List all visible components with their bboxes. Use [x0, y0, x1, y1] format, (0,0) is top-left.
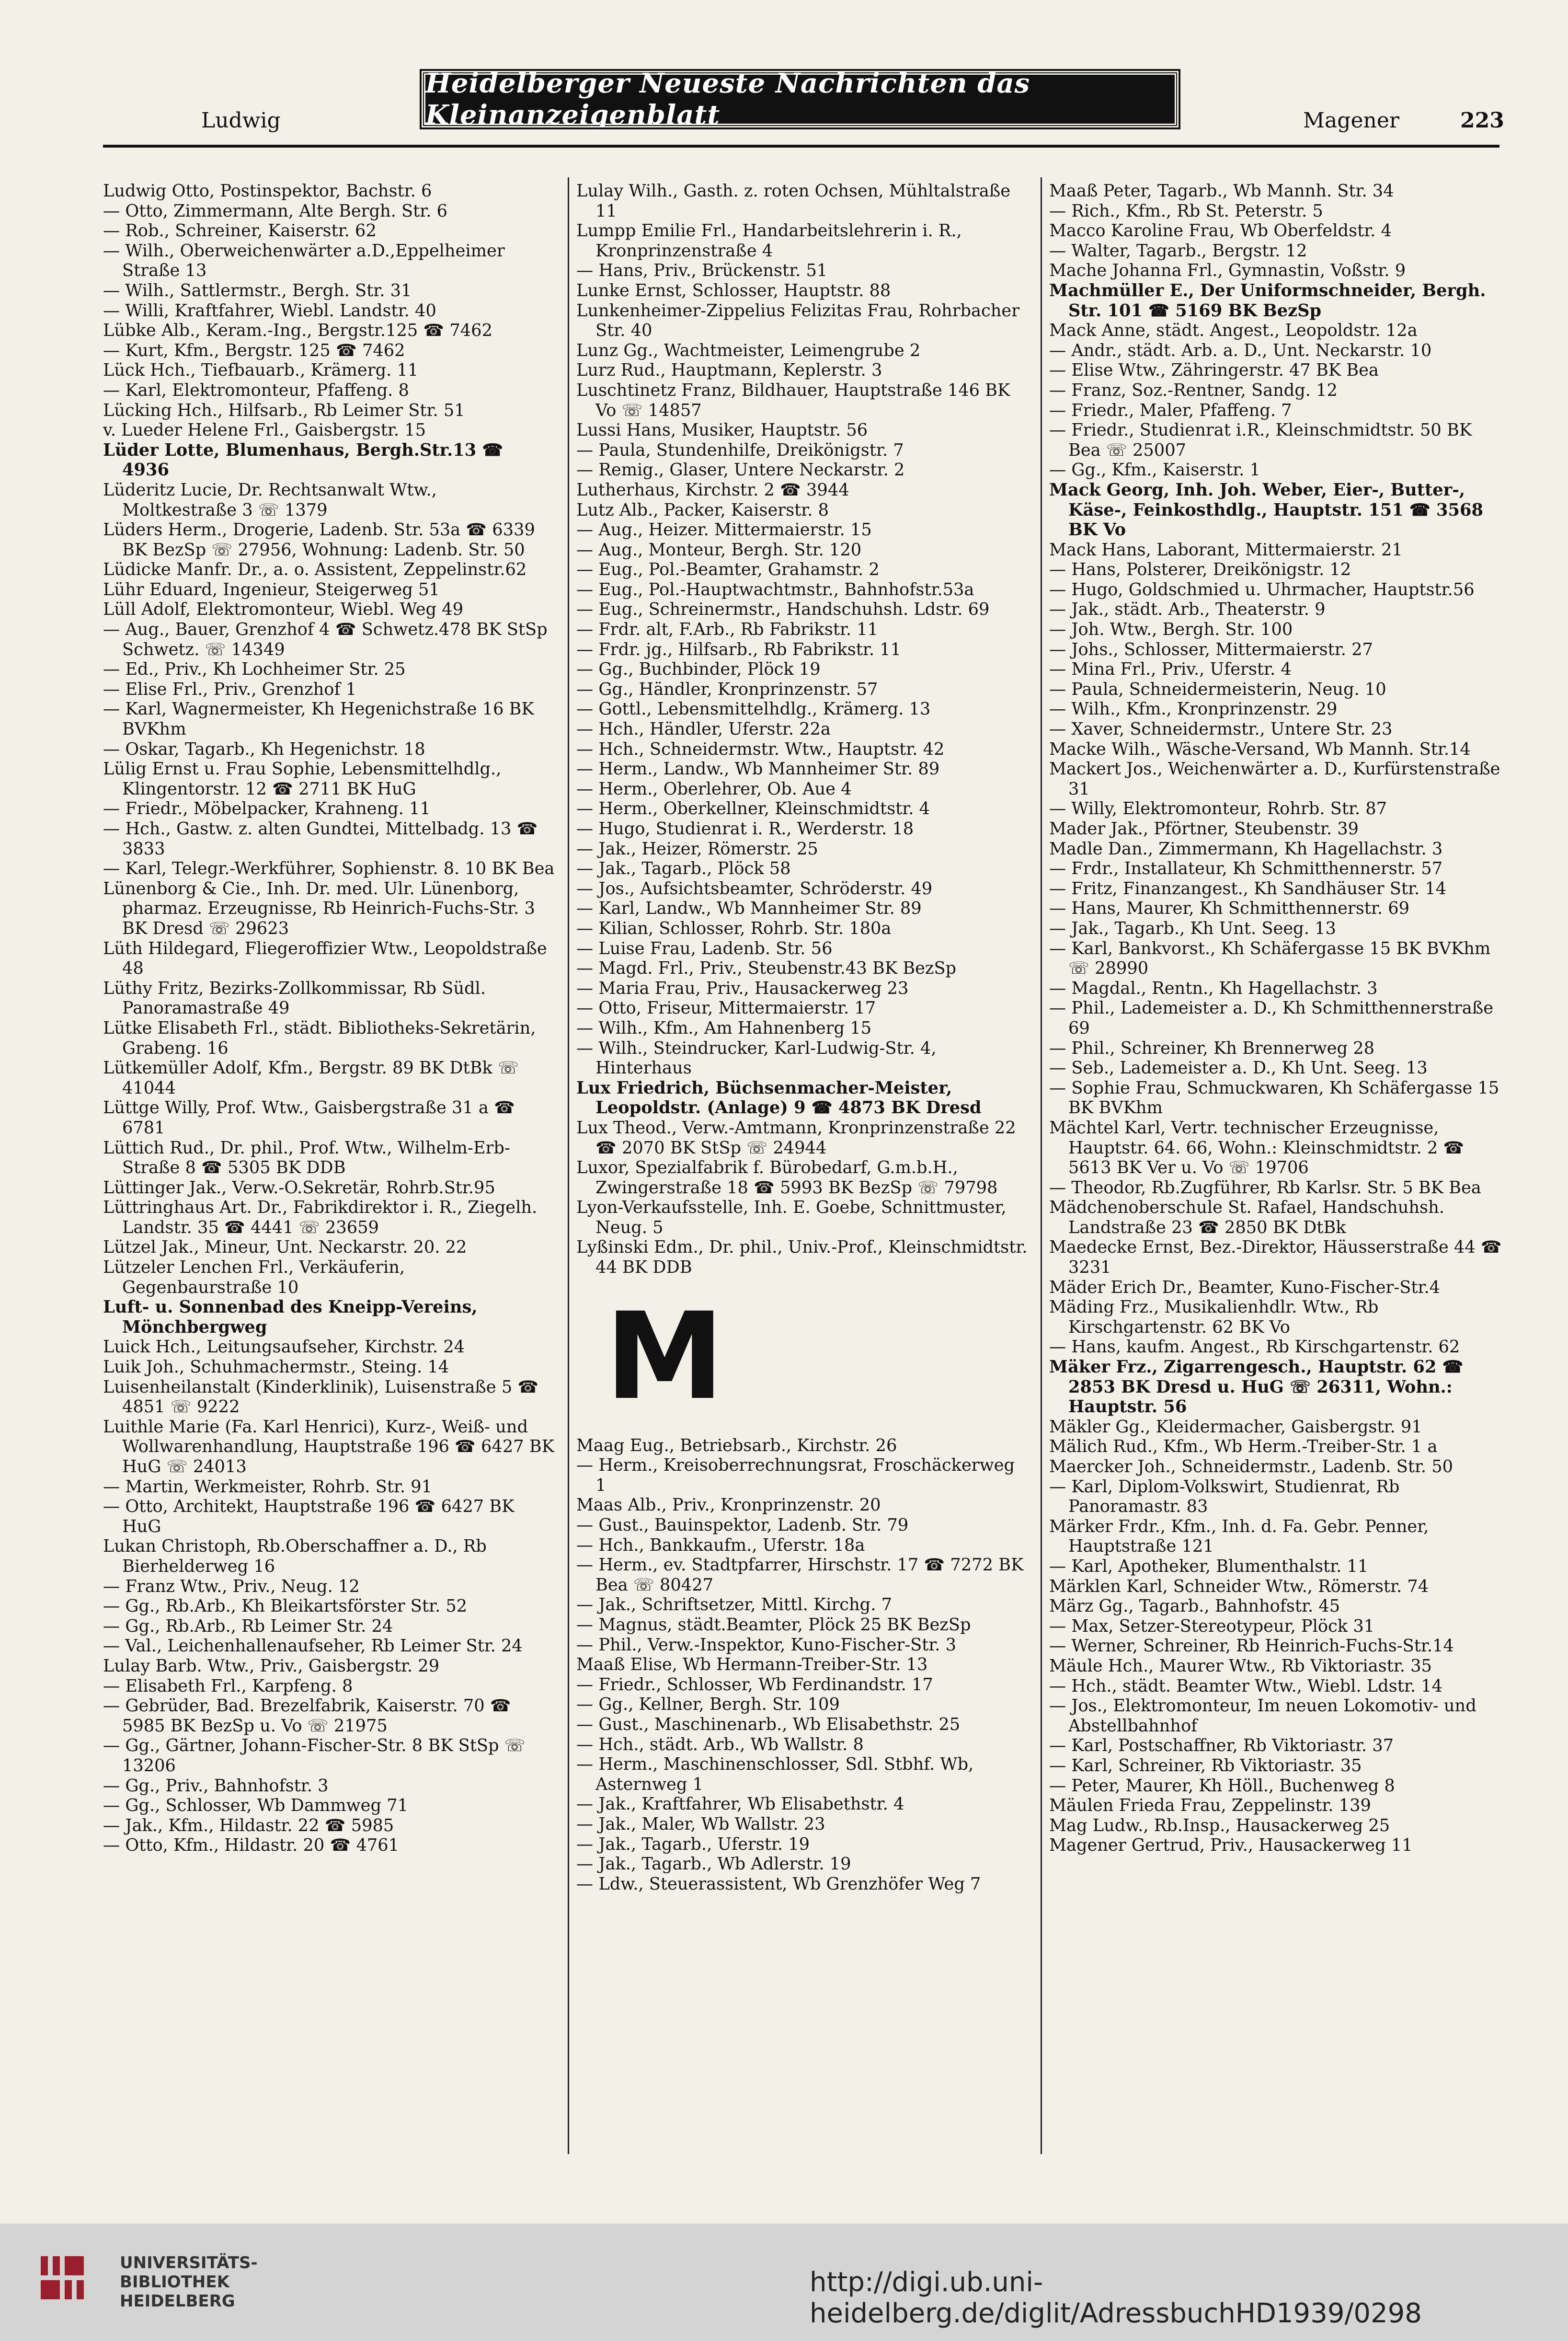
directory-entry: Luschtinetz Franz, Bildhauer, Hauptstraße 146 BK Vo ☏ 14857: [576, 380, 1010, 420]
directory-entry: Lützeler Lenchen Frl., Verkäuferin, Gegenbaurstraße 10: [103, 1257, 405, 1297]
directory-entry: — Karl, Apotheker, Blumenthalstr. 11: [1049, 1556, 1369, 1576]
directory-entry: Lütkemüller Adolf, Kfm., Bergstr. 89 BK DtBk ☏ 41044: [103, 1058, 519, 1098]
directory-entry: — Elisabeth Frl., Karpfeng. 8: [103, 1676, 353, 1696]
directory-entry: — Frdr., Installateur, Kh Schmitthennerstr. 57: [1049, 859, 1443, 879]
directory-entry: — Wilh., Kfm., Kronprinzenstr. 29: [1049, 699, 1338, 719]
directory-entry: — Gg., Schlosser, Wb Dammweg 71: [103, 1796, 408, 1816]
source-url[interactable]: http://digi.ub.uni-heidelberg.de/diglit/AdressbuchHD1939/0298: [810, 2267, 1422, 2329]
directory-entry: Luithle Marie (Fa. Karl Henrici), Kurz-, Weiß- und Wollwarenhandlung, Hauptstraße 196 ☎ 6427 BK HuG ☏ 24013: [103, 1417, 554, 1476]
directory-entry: Lüth Hildegard, Fliegeroffizier Wtw., Leopoldstraße 48: [103, 938, 547, 979]
directory-entry: Lüttge Willy, Prof. Wtw., Gaisbergstraße 31 a ☎ 6781: [103, 1098, 515, 1138]
directory-entry: — Herm., Maschinenschlosser, Sdl. Stbhf. Wb, Asternweg 1: [576, 1754, 974, 1794]
directory-entry: — Karl, Schreiner, Rb Viktoriastr. 35: [1049, 1755, 1362, 1776]
directory-entry: Lukan Christoph, Rb.Oberschaffner a. D., Rb Bierhelderweg 16: [103, 1536, 487, 1576]
directory-entry: — Otto, Architekt, Hauptstraße 196 ☎ 6427 BK HuG: [103, 1497, 515, 1536]
directory-entry: — Kilian, Schlosser, Rohrb. Str. 180a: [576, 918, 892, 938]
directory-entry: Mäkler Gg., Kleidermacher, Gaisbergstr. 91: [1049, 1417, 1422, 1437]
directory-entry: — Wilh., Oberweichenwärter a.D.,Eppelheimer Straße 13: [103, 241, 505, 281]
directory-entry: Maag Eug., Betriebsarb., Kirchstr. 26: [576, 1435, 897, 1455]
directory-entry: — Paula, Schneidermeisterin, Neug. 10: [1049, 679, 1386, 699]
directory-entry: — Max, Setzer-Stereotypeur, Plöck 31: [1049, 1616, 1375, 1636]
directory-entry: Lüder Lotte, Blumenhaus, Bergh.Str.13 ☎ 4936: [103, 440, 504, 480]
directory-entry: Mackert Jos., Weichenwärter a. D., Kurfürstenstraße 31: [1049, 759, 1500, 799]
directory-entry: Märker Frdr., Kfm., Inh. d. Fa. Gebr. Penner, Hauptstraße 121: [1049, 1516, 1429, 1557]
directory-entry: — Joh. Wtw., Bergh. Str. 100: [1049, 620, 1293, 640]
directory-entry: — Franz, Soz.-Rentner, Sandg. 12: [1049, 380, 1338, 400]
directory-entry: — Jak., Kraftfahrer, Wb Elisabethstr. 4: [576, 1794, 904, 1814]
directory-entry: Lutherhaus, Kirchstr. 2 ☎ 3944: [576, 480, 849, 500]
directory-entry: Lüttich Rud., Dr. phil., Prof. Wtw., Wilhelm-Erb-Straße 8 ☎ 5305 BK DDB: [103, 1138, 510, 1178]
directory-entry: Lulay Barb. Wtw., Priv., Gaisbergstr. 29: [103, 1656, 440, 1676]
directory-entry: — Karl, Elektromonteur, Pfaffeng. 8: [103, 380, 409, 400]
directory-entry: — Jos., Elektromonteur, Im neuen Lokomotiv- und Abstellbahnhof: [1049, 1696, 1476, 1736]
directory-entry: — Hch., Schneidermstr. Wtw., Hauptstr. 42: [576, 739, 945, 759]
directory-entry: Lützel Jak., Mineur, Unt. Neckarstr. 20. 22: [103, 1237, 467, 1257]
directory-entry: — Aug., Bauer, Grenzhof 4 ☎ Schwetz.478 BK StSp Schwetz. ☏ 14349: [103, 620, 548, 659]
directory-entry: Lumpp Emilie Frl., Handarbeitslehrerin i. R., Kronprinzenstraße 4: [576, 221, 962, 261]
directory-entry: — Gottl., Lebensmittelhdlg., Krämerg. 13: [576, 699, 931, 719]
directory-entry: Machmüller E., Der Uniformschneider, Bergh. Str. 101 ☎ 5169 BK BezSp: [1049, 280, 1486, 321]
directory-entry: — Phil., Schreiner, Kh Brennerweg 28: [1049, 1038, 1374, 1058]
directory-entry: — Andr., städt. Arb. a. D., Unt. Neckarstr. 10: [1049, 340, 1432, 360]
directory-entry: — Maria Frau, Priv., Hausackerweg 23: [576, 978, 909, 998]
directory-entry: — Gg., Buchbinder, Plöck 19: [576, 659, 821, 680]
directory-entry: Maaß Elise, Wb Hermann-Treiber-Str. 13: [576, 1655, 928, 1675]
directory-entry: Mächtel Karl, Vertr. technischer Erzeugnisse, Hauptstr. 64. 66, Wohn.: Kleinschmidtstr. 2 ☎ 5613 BK Ver u. Vo ☏ 19706: [1049, 1118, 1465, 1178]
directory-entry: Lux Friedrich, Büchsenmacher-Meister, Leopoldstr. (Anlage) 9 ☎ 4873 BK Dresd: [576, 1078, 982, 1118]
directory-entry: — Frdr. jg., Hilfsarb., Rb Fabrikstr. 11: [576, 639, 902, 659]
directory-entry: — Wilh., Sattlermstr., Bergh. Str. 31: [103, 280, 412, 300]
directory-entry: — Paula, Stundenhilfe, Dreikönigstr. 7: [576, 440, 904, 460]
directory-entry: — Jak., Tagarb., Uferstr. 19: [576, 1834, 810, 1854]
directory-entry: Mälich Rud., Kfm., Wb Herm.-Treiber-Str. 1 a: [1049, 1437, 1438, 1457]
directory-entry: Maedecke Ernst, Bez.-Direktor, Häusserstraße 44 ☎ 3231: [1049, 1237, 1502, 1278]
directory-entry: — Jak., Kfm., Hildastr. 22 ☎ 5985: [103, 1815, 394, 1835]
column-divider: [1041, 177, 1042, 2154]
directory-entry: — Gust., Maschinenarb., Wb Elisabethstr. 25: [576, 1714, 961, 1734]
directory-entry: Lux Theod., Verw.-Amtmann, Kronprinzenstraße 22 ☎ 2070 BK StSp ☏ 24944: [576, 1118, 1016, 1158]
directory-entry: — Gust., Bauinspektor, Ladenb. Str. 79: [576, 1515, 909, 1535]
directory-entry: — Karl, Postschaffner, Rb Viktoriastr. 37: [1049, 1736, 1394, 1756]
directory-entry: — Magdal., Rentn., Kh Hagellachstr. 3: [1049, 978, 1378, 998]
directory-entry: — Hans, Priv., Brückenstr. 51: [576, 261, 828, 281]
directory-entry: — Fritz, Finanzangest., Kh Sandhäuser Str. 14: [1049, 878, 1447, 899]
directory-entry: — Wilh., Kfm., Am Hahnenberg 15: [576, 1018, 871, 1038]
directory-entry: — Hch., Händler, Uferstr. 22a: [576, 719, 831, 739]
directory-entry: Mack Hans, Laborant, Mittermaierstr. 21: [1049, 540, 1403, 560]
directory-entry: Magener Gertrud, Priv., Hausackerweg 11: [1049, 1835, 1413, 1856]
directory-entry: Madle Dan., Zimmermann, Kh Hagellachstr. 3: [1049, 839, 1443, 859]
directory-entry: — Willy, Elektromonteur, Rohrb. Str. 87: [1049, 799, 1387, 819]
column-divider: [568, 177, 569, 2154]
directory-entry: — Hans, Polsterer, Dreikönigstr. 12: [1049, 560, 1351, 580]
directory-entry: — Gg., Kfm., Kaiserstr. 1: [1049, 460, 1260, 480]
directory-entry: — Luise Frau, Ladenb. Str. 56: [576, 938, 833, 958]
directory-entry: — Herm., ev. Stadtpfarrer, Hirschstr. 17 ☎ 7272 BK Bea ☏ 80427: [576, 1555, 1024, 1595]
directory-entry: — Otto, Friseur, Mittermaierstr. 17: [576, 998, 876, 1018]
directory-entry: — Karl, Bankvorst., Kh Schäfergasse 15 BK BVKhm ☏ 28990: [1049, 938, 1491, 979]
directory-entry: — Remig., Glaser, Untere Neckarstr. 2: [576, 460, 905, 480]
directory-entry: — Eug., Pol.-Hauptwachtmstr., Bahnhofstr.53a: [576, 579, 974, 600]
directory-entry: Lyon-Verkaufsstelle, Inh. E. Goebe, Schnittmuster, Neug. 5: [576, 1198, 1007, 1237]
header-rule: [103, 145, 1499, 148]
directory-entry: — Val., Leichenhallenaufseher, Rb Leimer Str. 24: [103, 1636, 523, 1656]
library-name-line: HEIDELBERG: [120, 2292, 235, 2311]
directory-entry: — Jak., Heizer, Römerstr. 25: [576, 839, 818, 859]
directory-entry: Lussi Hans, Musiker, Hauptstr. 56: [576, 420, 868, 440]
directory-entry: — Seb., Lademeister a. D., Kh Unt. Seeg. 13: [1049, 1058, 1428, 1078]
directory-entry: — Hch., städt. Beamter Wtw., Wiebl. Ldstr. 14: [1049, 1676, 1442, 1696]
column-1: [103, 181, 556, 1856]
directory-entry: Lunz Gg., Wachtmeister, Leimengrube 2: [576, 340, 921, 360]
directory-entry: — Hugo, Studienrat i. R., Werderstr. 18: [576, 819, 914, 839]
directory-entry: — Jos., Aufsichtsbeamter, Schröderstr. 49: [576, 878, 933, 899]
directory-entry: Lühr Eduard, Ingenieur, Steigerweg 51: [103, 579, 440, 600]
directory-entry: — Willi, Kraftfahrer, Wiebl. Landstr. 40: [103, 300, 436, 321]
directory-entry: Mag Ludw., Rb.Insp., Hausackerweg 25: [1049, 1815, 1390, 1835]
directory-entry: — Karl, Landw., Wb Mannheimer Str. 89: [576, 899, 922, 919]
directory-entry: — Ed., Priv., Kh Lochheimer Str. 25: [103, 659, 406, 680]
directory-entry: — Mina Frl., Priv., Uferstr. 4: [1049, 659, 1292, 680]
running-head-first-entry: Ludwig: [201, 108, 281, 133]
directory-entry: Mäulen Frieda Frau, Zeppelinstr. 139: [1049, 1796, 1371, 1816]
directory-entry: — Karl, Diplom-Volkswirt, Studienrat, Rb Panoramastr. 83: [1049, 1476, 1400, 1517]
directory-entry: — Aug., Monteur, Bergh. Str. 120: [576, 540, 862, 560]
directory-entry: Maas Alb., Priv., Kronprinzenstr. 20: [576, 1495, 881, 1515]
directory-entry: — Gg., Rb.Arb., Rb Leimer Str. 24: [103, 1616, 393, 1636]
page-number: 223: [1460, 108, 1504, 133]
directory-entry: Lüttinger Jak., Verw.-O.Sekretär, Rohrb.Str.95: [103, 1177, 495, 1198]
library-name-line: BIBLIOTHEK: [120, 2272, 229, 2292]
directory-entry: Luick Hch., Leitungsaufseher, Kirchstr. 24: [103, 1337, 465, 1357]
directory-entry: — Hch., Bankkaufm., Uferstr. 18a: [576, 1535, 865, 1555]
directory-entry: Maaß Peter, Tagarb., Wb Mannh. Str. 34: [1049, 181, 1394, 201]
directory-entry: Mäker Frz., Zigarrengesch., Hauptstr. 62 ☎ 2853 BK Dresd u. HuG ☏ 26311, Wohn.: Hauptstr. 56: [1049, 1357, 1464, 1417]
directory-entry: Lurz Rud., Hauptmann, Keplerstr. 3: [576, 360, 882, 381]
directory-entry: Lüderitz Lucie, Dr. Rechtsanwalt Wtw., Moltkestraße 3 ☏ 1379: [103, 480, 437, 520]
directory-entry: — Wilh., Steindrucker, Karl-Ludwig-Str. 4, Hinterhaus: [576, 1038, 937, 1078]
directory-entry: — Friedr., Möbelpacker, Krahneng. 11: [103, 799, 431, 819]
directory-entry: — Gg., Händler, Kronprinzenstr. 57: [576, 679, 878, 699]
directory-entry: — Friedr., Maler, Pfaffeng. 7: [1049, 400, 1292, 420]
directory-entry: Lübke Alb., Keram.-Ing., Bergstr.125 ☎ 7462: [103, 321, 492, 341]
directory-entry: — Kurt, Kfm., Bergstr. 125 ☎ 7462: [103, 340, 405, 360]
directory-entry: — Gg., Priv., Bahnhofstr. 3: [103, 1776, 329, 1796]
directory-entry: — Elise Wtw., Zähringerstr. 47 BK Bea: [1049, 360, 1379, 381]
library-name: [120, 2253, 258, 2311]
directory-entry: Lunke Ernst, Schlosser, Hauptstr. 88: [576, 280, 891, 300]
directory-entry: — Franz Wtw., Priv., Neug. 12: [103, 1576, 360, 1596]
directory-entry: Märklen Karl, Schneider Wtw., Römerstr. 74: [1049, 1576, 1429, 1596]
directory-entry: — Aug., Heizer. Mittermaierstr. 15: [576, 520, 872, 540]
library-name-line: UNIVERSITÄTS-: [120, 2253, 258, 2272]
directory-entry: — Friedr., Studienrat i.R., Kleinschmidtstr. 50 BK Bea ☏ 25007: [1049, 420, 1472, 460]
directory-entry: Mache Johanna Frl., Gymnastin, Voßstr. 9: [1049, 261, 1406, 281]
directory-entry: Lüders Herm., Drogerie, Ladenb. Str. 53a ☎ 6339 BK BezSp ☏ 27956, Wohnung: Ladenb. Str. 50: [103, 520, 535, 560]
directory-entry: — Hugo, Goldschmied u. Uhrmacher, Hauptstr.56: [1049, 579, 1475, 600]
directory-entry: v. Lueder Helene Frl., Gaisbergstr. 15: [103, 420, 426, 440]
directory-entry: — Phil., Lademeister a. D., Kh Schmitthennerstraße 69: [1049, 998, 1494, 1038]
directory-entry: Lütke Elisabeth Frl., städt. Bibliotheks-Sekretärin, Grabeng. 16: [103, 1018, 536, 1058]
directory-entry: — Theodor, Rb.Zugführer, Rb Karlsr. Str. 5 BK Bea: [1049, 1177, 1481, 1198]
directory-entry: Lyßinski Edm., Dr. phil., Univ.-Prof., Kleinschmidtstr. 44 BK DDB: [576, 1237, 1028, 1278]
directory-entry: — Gg., Rb.Arb., Kh Bleikartsförster Str. 52: [103, 1596, 468, 1616]
directory-entry: Lüdicke Manfr. Dr., a. o. Assistent, Zeppelinstr.62: [103, 560, 527, 580]
directory-entry: — Xaver, Schneidermstr., Untere Str. 23: [1049, 719, 1393, 739]
column-2: [576, 181, 1029, 1894]
directory-entry: — Frdr. alt, F.Arb., Rb Fabrikstr. 11: [576, 620, 879, 640]
directory-entry: Lutz Alb., Packer, Kaiserstr. 8: [576, 500, 829, 520]
directory-entry: — Karl, Telegr.-Werkführer, Sophienstr. 8. 10 BK Bea: [103, 859, 555, 879]
directory-entry: — Otto, Zimmermann, Alte Bergh. Str. 6: [103, 201, 448, 221]
directory-entry: — Eug., Pol.-Beamter, Grahamstr. 2: [576, 560, 880, 580]
directory-entry: Ludwig Otto, Postinspektor, Bachstr. 6: [103, 181, 432, 201]
directory-entry: — Jak., Tagarb., Plöck 58: [576, 859, 791, 879]
directory-entry: — Karl, Wagnermeister, Kh Hegenichstraße 16 BK BVKhm: [103, 699, 534, 739]
directory-entry: Lüthy Fritz, Bezirks-Zollkommissar, Rb Südl. Panoramastraße 49: [103, 978, 486, 1018]
directory-entry: — Gebrüder, Bad. Brezelfabrik, Kaiserstr. 70 ☎ 5985 BK BezSp u. Vo ☏ 21975: [103, 1696, 511, 1736]
directory-entry: — Magnus, städt.Beamter, Plöck 25 BK BezSp: [576, 1615, 971, 1635]
directory-entry: — Jak., Schriftsetzer, Mittl. Kirchg. 7: [576, 1595, 892, 1615]
directory-entry: — Eug., Schreinermstr., Handschuhsh. Ldstr. 69: [576, 600, 990, 620]
directory-entry: — Friedr., Schlosser, Wb Ferdinandstr. 17: [576, 1674, 933, 1695]
directory-entry: — Herm., Landw., Wb Mannheimer Str. 89: [576, 759, 940, 779]
directory-entry: Macke Wilh., Wäsche-Versand, Wb Mannh. Str.14: [1049, 739, 1471, 759]
directory-entry: März Gg., Tagarb., Bahnhofstr. 45: [1049, 1596, 1340, 1616]
directory-entry: Mack Georg, Inh. Joh. Weber, Eier-, Butter-, Käse-, Feinkosthdlg., Hauptstr. 151 ☎ 3568 BK Vo: [1049, 480, 1483, 540]
directory-entry: — Hans, kaufm. Angest., Rb Kirschgartenstr. 62: [1049, 1337, 1460, 1357]
directory-entry: Mäder Erich Dr., Beamter, Kuno-Fischer-Str.4: [1049, 1277, 1441, 1297]
newspaper-banner: Heidelberger Neueste Nachrichten das Kleinanzeigenblatt: [422, 71, 1179, 127]
directory-entry: — Gg., Kellner, Bergh. Str. 109: [576, 1695, 840, 1715]
directory-entry: Luxor, Spezialfabrik f. Bürobedarf, G.m.b.H., Zwingerstraße 18 ☎ 5993 BK BezSp ☏ 79798: [576, 1158, 998, 1198]
directory-entry: Luisenheilanstalt (Kinderklinik), Luisenstraße 5 ☎ 4851 ☏ 9222: [103, 1377, 539, 1417]
directory-entry: Maercker Joh., Schneidermstr., Ladenb. Str. 50: [1049, 1457, 1454, 1476]
directory-entry: — Walter, Tagarb., Bergstr. 12: [1049, 241, 1307, 261]
directory-entry: Lüll Adolf, Elektromonteur, Wiebl. Weg 49: [103, 600, 464, 620]
directory-entry: — Hch., städt. Arb., Wb Wallstr. 8: [576, 1734, 864, 1754]
directory-entry: — Ldw., Steuerassistent, Wb Grenzhöfer Weg 7: [576, 1874, 981, 1894]
directory-entry: — Magd. Frl., Priv., Steubenstr.43 BK BezSp: [576, 958, 957, 979]
directory-entry: Lülig Ernst u. Frau Sophie, Lebensmittelhdlg., Klingentorstr. 12 ☎ 2711 BK HuG: [103, 759, 502, 799]
running-head-last-entry: Magener: [1303, 108, 1399, 133]
directory-entry: — Otto, Kfm., Hildastr. 20 ☎ 4761: [103, 1835, 400, 1856]
directory-entry: Macco Karoline Frau, Wb Oberfeldstr. 4: [1049, 221, 1392, 241]
directory-entry: — Herm., Kreisoberrechnungsrat, Froschäckerweg 1: [576, 1455, 1015, 1495]
directory-entry: Lück Hch., Tiefbauarb., Krämerg. 11: [103, 360, 419, 381]
directory-entry: Mäule Hch., Maurer Wtw., Rb Viktoriastr. 35: [1049, 1656, 1432, 1676]
directory-entry: — Oskar, Tagarb., Kh Hegenichstr. 18: [103, 739, 425, 759]
directory-entry: — Jak., Tagarb., Kh Unt. Seeg. 13: [1049, 918, 1336, 938]
university-library-logo-icon: [38, 2251, 110, 2314]
directory-entry: — Gg., Gärtner, Johann-Fischer-Str. 8 BK StSp ☏ 13206: [103, 1736, 526, 1776]
directory-entry: — Peter, Maurer, Kh Höll., Buchenweg 8: [1049, 1776, 1395, 1796]
directory-entry: — Phil., Verw.-Inspektor, Kuno-Fischer-Str. 3: [576, 1635, 957, 1655]
directory-entry: — Johs., Schlosser, Mittermaierstr. 27: [1049, 639, 1373, 659]
directory-entry: Mack Anne, städt. Angest., Leopoldstr. 12a: [1049, 321, 1418, 341]
directory-entry: — Sophie Frau, Schmuckwaren, Kh Schäfergasse 15 BK BVKhm: [1049, 1078, 1499, 1118]
directory-entry: — Hch., Gastw. z. alten Gundtei, Mittelbadg. 13 ☎ 3833: [103, 819, 538, 859]
directory-entry: Lulay Wilh., Gasth. z. roten Ochsen, Mühltalstraße 11: [576, 181, 1011, 221]
directory-entry: — Rob., Schreiner, Kaiserstr. 62: [103, 221, 377, 241]
directory-entry: — Rich., Kfm., Rb St. Peterstr. 5: [1049, 201, 1323, 221]
directory-entry: — Martin, Werkmeister, Rohrb. Str. 91: [103, 1476, 433, 1497]
directory-entry: — Jak., Maler, Wb Wallstr. 23: [576, 1814, 825, 1834]
directory-entry: Mädchenoberschule St. Rafael, Handschuhsh. Landstraße 23 ☎ 2850 BK DtBk: [1049, 1198, 1444, 1237]
directory-entry: — Elise Frl., Priv., Grenzhof 1: [103, 679, 357, 699]
directory-entry: Lüttringhaus Art. Dr., Fabrikdirektor i. R., Ziegelh. Landstr. 35 ☎ 4441 ☏ 23659: [103, 1198, 538, 1237]
directory-entry: — Herm., Oberkellner, Kleinschmidtstr. 4: [576, 799, 930, 819]
directory-entry: — Jak., Tagarb., Wb Adlerstr. 19: [576, 1854, 851, 1874]
directory-entry: Lücking Hch., Hilfsarb., Rb Leimer Str. 51: [103, 400, 465, 420]
directory-entry: Lunkenheimer-Zippelius Felizitas Frau, Rohrbacher Str. 40: [576, 300, 1020, 341]
directory-entry: Lünenborg & Cie., Inh. Dr. med. Ulr. Lünenborg, pharmaz. Erzeugnisse, Rb Heinrich-Fuchs-Str. 3 BK Dresd ☏ 29623: [103, 878, 535, 938]
directory-entry: — Hans, Maurer, Kh Schmitthennerstr. 69: [1049, 899, 1410, 919]
directory-entry: — Herm., Oberlehrer, Ob. Aue 4: [576, 779, 852, 799]
directory-entry: Luft- u. Sonnenbad des Kneipp-Vereins, Mönchbergweg: [103, 1297, 478, 1337]
directory-entry: — Jak., städt. Arb., Theaterstr. 9: [1049, 600, 1326, 620]
column-3: [1049, 181, 1502, 1856]
directory-entry: — Werner, Schreiner, Rb Heinrich-Fuchs-Str.14: [1049, 1636, 1454, 1656]
directory-entry: Mäding Frz., Musikalienhdlr. Wtw., Rb Kirschgartenstr. 62 BK Vo: [1049, 1297, 1379, 1337]
directory-entry: Mader Jak., Pförtner, Steubenstr. 39: [1049, 819, 1359, 839]
directory-entry: Luik Joh., Schuhmachermstr., Steing. 14: [103, 1357, 449, 1377]
section-letter: M: [605, 1286, 724, 1426]
